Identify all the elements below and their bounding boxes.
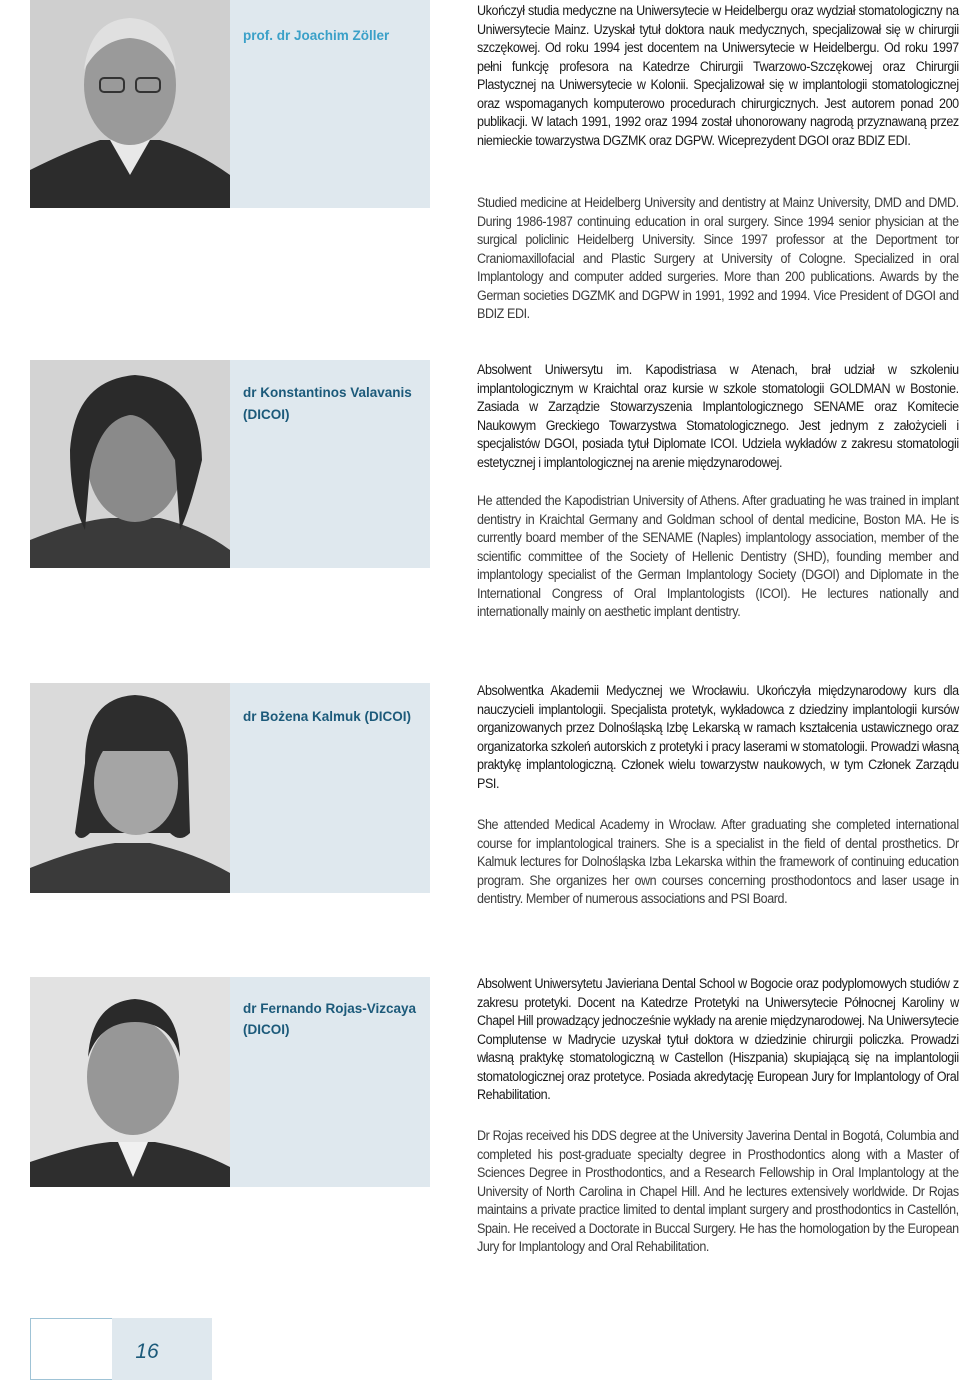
portrait-photo <box>30 977 230 1187</box>
page-number-frame <box>30 1318 112 1380</box>
bio-polish: Absolwent Uniwersytetu Javieriana Dental School w Bogocie oraz podyplomowych studiów z zakresu protetyki. Docent na Katedrze Protetyki na Uniwersytecie Północnej Karoliny w Chapel Hill prowadzący jednocześnie wykłady na arenie międzynarodowej. Na Uniwersytecie Complutense w Madrycie uzyskał tytuł doktora w dziedzinie chirurgii policzka. Prowadzi własną praktykę stomatologiczną w Castellon (Hiszpania) skupiającą się na implantologii stomatologicznej oraz protetyce. Posiada akredytację European Jury for Implantology of Oral Rehabilitation. <box>477 976 959 1102</box>
bio-english: Dr Rojas received his DDS degree at the University Javerina Dental in Bogotá, Columbia and completed his post-graduate specialty degree in Prosthodontics along with a Master of Sciences Degree in Prosthodontics, and a Research Fellowship in Oral Implantology at the University of North Carolina in Chapel Hill. And he lectures extensively worldwide. Dr Rojas maintains a private practice limited to dental implant surgery and prosthodontics in Castellón, Spain. He received a Doctorate in Buccal Surgery. He has the homologation by the European Jury for Implantology and Oral Rehabilitation. <box>477 1128 959 1254</box>
person-name: dr Konstantinos Valavanis <box>243 385 412 400</box>
portrait-photo <box>30 683 230 893</box>
name-panel <box>230 683 430 893</box>
name-panel <box>230 0 430 208</box>
person-name: prof. dr Joachim Zöller <box>243 28 390 43</box>
bio-polish: Absolwentka Akademii Medycznej we Wrocławiu. Ukończyła międzynarodowy kurs dla nauczycieli implantologii. Specjalista protetyk, wykładowca z dziedziny implantologii kursów organizowanych przez Dolnośląską Izbę Lekarską w ramach kształcenia ustawicznego oraz organizatorka szkoleń autorskich z protetyki i pracy laserami w stomatologii. Prowadzi własną praktykę implantologiczną. Członek wielu towarzystw naukowych, w tym Członek Zarządu PSI. <box>477 683 959 791</box>
bio-english: She attended Medical Academy in Wrocław. After graduating she completed international course for implantological trainers. She is a specialist in the field of dental prosthetics. Dr Kalmuk lectures for Dolnośląska Izba Lekarska within the framework of continuing education program. She organizes her own courses concerning prosthodontocs and laser usage in dentistry. Member of numerous associations and PSI Board. <box>477 817 959 906</box>
bio-polish: Ukończył studia medyczne na Uniwersytecie w Heidelbergu oraz wydział stomatologiczny na Uniwersytecie Mainz. Uzyskał tytuł doktora nauk medycznych, specjalizował się w chirurgii szczękowej. Od roku 1994 jest docentem na Uniwersytecie w Heidelbergu. Od roku 1997 pełni funkcję profesora na Katedrze Chirurgii Twarzowo-Szczękowej oraz Chirurgii Plastycznej na Uniwersytecie w Kolonii. Specjalizował się w implantologii stomatologicznej oraz wspomaganych komputerowo procedurach chirurgicznych. Jest autorem ponad 200 publikacji. W latach 1991, 1992 oraz 1994 został uhonorowany nagrodą przyznawaną przez niemieckie towarzystwa DGZMK oraz DGPW. Wiceprezydent DGOI oraz BDIZ EDI. <box>477 3 959 148</box>
person-name: dr Bożena Kalmuk (DICOI) <box>243 709 412 724</box>
name-panel <box>230 977 430 1187</box>
name-panel <box>230 360 430 568</box>
portrait-photo <box>30 0 230 208</box>
person-name: dr Fernando Rojas-Vizcaya <box>243 1001 417 1016</box>
page-number: 16 <box>135 1340 159 1363</box>
bio-english: He attended the Kapodistrian University of Athens. After graduating he was trained in implant dentistry in Kraichtal Germany and Goldman school of dental medicine, Boston MA. He is currently board member of the SENAME (Naples) implantology association, member of the scientific committee of the Society of Hellenic Dentistry (SHD), founding member and implantology specialist of the German Implantology Society (DGOI) and Diplomate in the International Congress of Oral Implantologists (ICOI). He lectures nationally and internationally mainly on aesthetic implant dentistry. <box>477 493 959 619</box>
person-title: (DICOI) <box>243 1022 290 1037</box>
bio-polish: Absolwent Uniwersytu im. Kapodistriasa w Atenach, brał udział w szkoleniu implantologicznym w Kraichtal oraz kursie w szkole stomatologii GOLDMAN w Bostonie. Zasiada w Zarządzie Stowarzyszenia Implantologicznego SENAME oraz Komitecie Naukowym Greckiego Towarzystwa Stomatologicznego. Jest jednym z założycieli i specjalistów DGOI, posiada tytuł Diplomate ICOI. Udziela wykładów z zakresu stomatologii estetycznej i implantologicznej na arenie międzynarodowej. <box>477 362 959 470</box>
bio-english: Studied medicine at Heidelberg University and dentistry at Mainz University, DMD and DMD. During 1986-1987 continuing education in oral surgery. Since 1994 senior physician at the surgical policlinic Heidelberg University. Since 1997 professor at the Deportment tor Craniomaxillofacial and Plastic Surgery at University of Cologne. Specialized in oral Implantology and computer added surgeries. More than 200 publications. Awards by the German societies DGZMK and DGPW in 1991, 1992 and 1994. Vice President of DGOI and BDIZ EDI. <box>477 195 959 321</box>
portrait-photo <box>30 360 230 568</box>
person-title: (DICOI) <box>243 407 290 422</box>
